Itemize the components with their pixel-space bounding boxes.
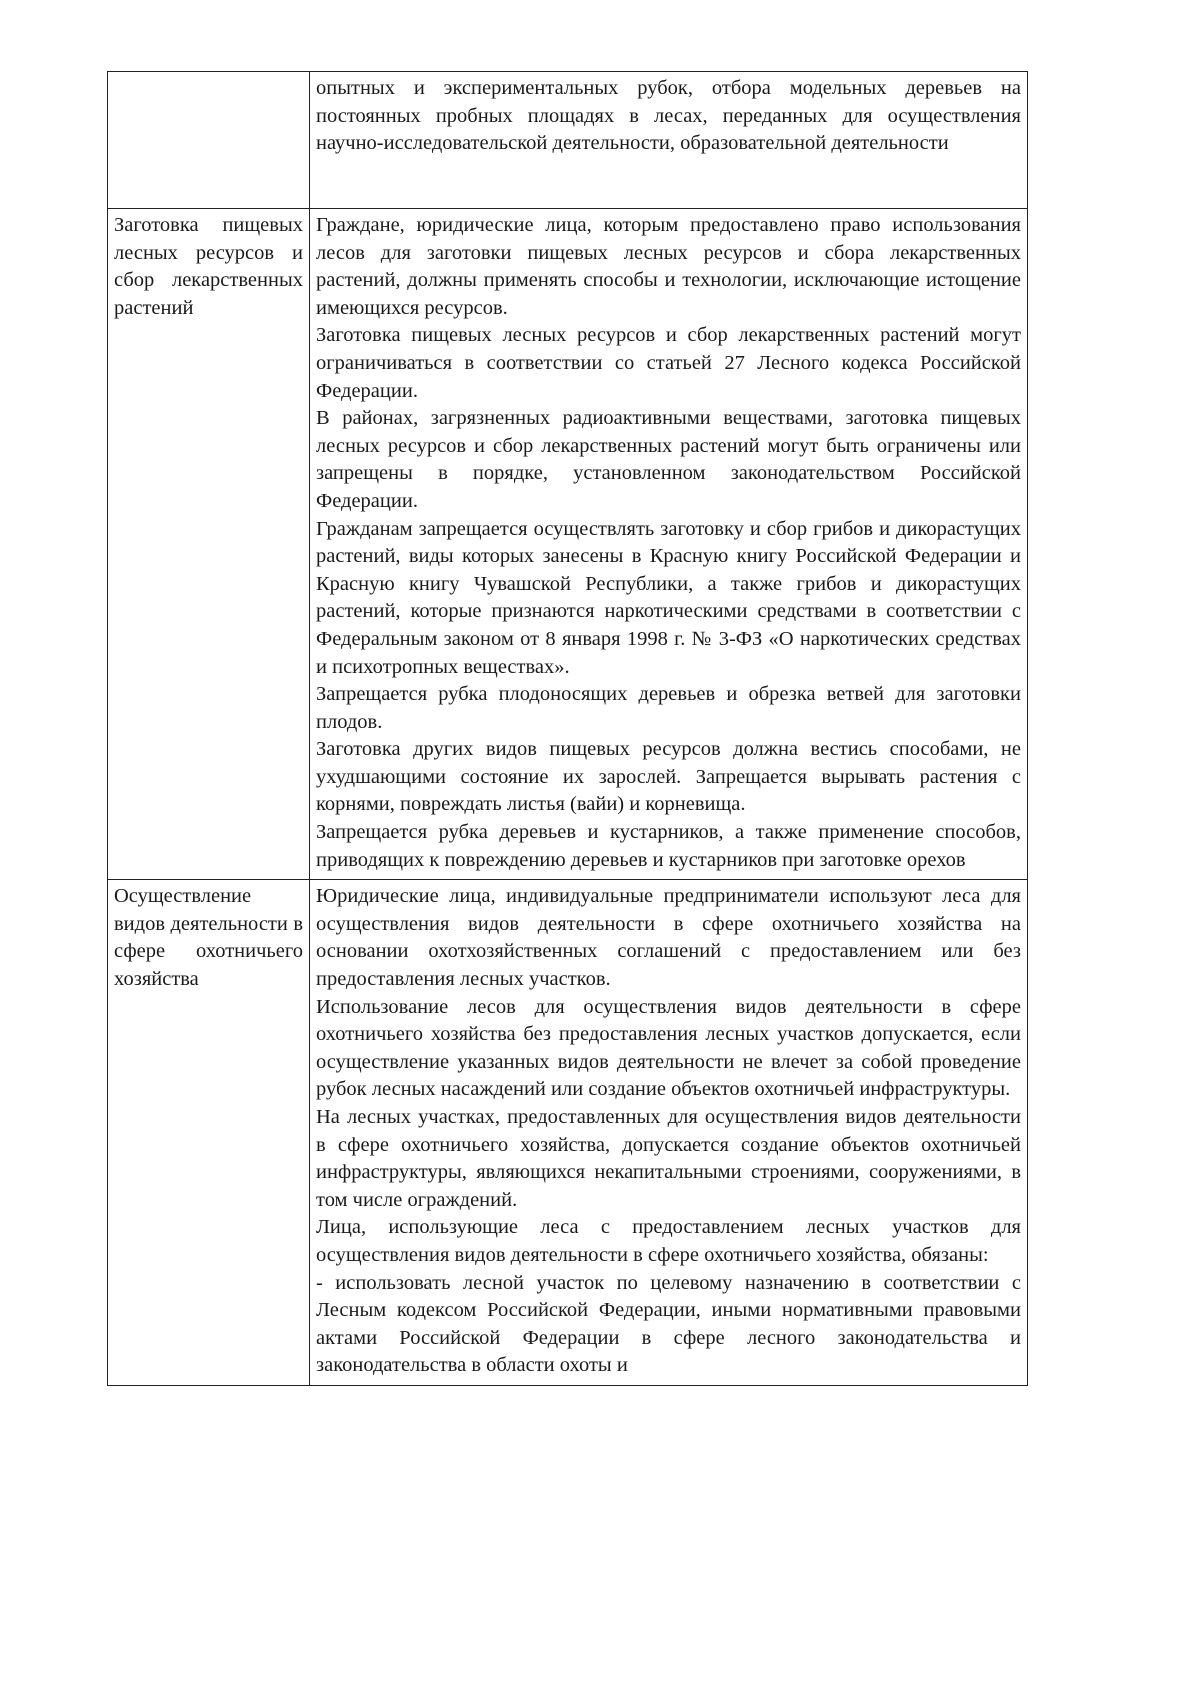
requirement-paragraph: Гражданам запрещается осуществлять заготовку и сбор грибов и дикорастущих растений, виды которых занесены в Красную книгу Российской Федерации и Красную книгу Чувашской Республики, а также грибов и дикорастущих растений, которые признаются наркотическими средствами в соответствии с Федеральным законом от 8 января 1998 г. № 3-ФЗ «О наркотических средствах и психотропных веществах». <box>316 517 1021 678</box>
forest-use-table <box>107 71 1028 1386</box>
requirement-paragraph: На лесных участках, предоставленных для осуществления видов деятельности в сфере охотничьего хозяйства, допускается создание объектов охотничьей инфраструктуры, являющихся некапитальными строениями, сооружениями, в том числе ограждений. <box>316 1106 1021 1211</box>
table-row <box>108 209 1028 880</box>
requirements-cell <box>310 880 1028 1386</box>
requirement-paragraph: - использовать лесной участок по целевому назначению в соответствии с Лесным кодексом Российской Федерации, иными нормативными правовыми актами Российской Федерации в сфере лесного законодательства и законодательства в области охоты и <box>316 1271 1021 1377</box>
requirement-paragraph: Заготовка пищевых лесных ресурсов и сбор лекарственных растений могут ограничиваться в соответствии со статьей 27 Лесного кодекса Российской Федерации. <box>316 324 1021 402</box>
activity-type-label: Заготовка пищевых лесных ресурсов и сбор лекарственных растений <box>114 214 303 319</box>
activity-type-cell <box>108 880 310 1386</box>
requirement-paragraph: опытных и экспериментальных рубок, отбора модельных деревьев на постоянных пробных площадях в лесах, переданных для осуществления научно-исследовательской деятельности, образовательной деятельности <box>316 77 1021 155</box>
requirement-paragraph: Заготовка других видов пищевых ресурсов должна вестись способами, не ухудшающими состояние их зарослей. Запрещается вырывать растения с корнями, повреждать листья (вайи) и корневища. <box>316 738 1021 816</box>
requirement-paragraph: Лица, использующие леса с предоставлением лесных участков для осуществления видов деятельности в сфере охотничьего хозяйства, обязаны: <box>316 1216 1021 1266</box>
table-row <box>108 72 1028 209</box>
requirement-paragraph: Граждане, юридические лица, которым предоставлено право использования лесов для заготовки пищевых лесных ресурсов и сбора лекарственных растений, должны применять способы и технологии, исключающие истощение имеющихся ресурсов. <box>316 214 1021 319</box>
requirement-paragraph: Запрещается рубка плодоносящих деревьев и обрезка ветвей для заготовки плодов. <box>316 683 1021 733</box>
requirements-cell <box>310 209 1028 880</box>
requirement-paragraph: В районах, загрязненных радиоактивными веществами, заготовка пищевых лесных ресурсов и сбор лекарственных растений могут быть ограничены или запрещены в порядке, установленном законодательством Российской Федерации. <box>316 407 1021 512</box>
activity-type-cell <box>108 209 310 880</box>
requirements-cell <box>310 72 1028 209</box>
requirement-paragraph: Использование лесов для осуществления видов деятельности в сфере охотничьего хозяйства без предоставления лесных участков допускается, если осуществление указанных видов деятельности не влечет за собой проведение рубок лесных насаждений или создание объектов охотничьей инфраструктуры. <box>316 995 1021 1101</box>
activity-type-label: Осуществление видов деятельности в сфере охотничьего хозяйства <box>114 885 303 991</box>
table-row <box>108 880 1028 1386</box>
activity-type-cell <box>108 72 310 209</box>
requirement-paragraph: Запрещается рубка деревьев и кустарников, а также применение способов, приводящих к повреждению деревьев и кустарников при заготовке орехов <box>316 821 1021 871</box>
requirement-paragraph: Юридические лица, индивидуальные предприниматели используют леса для осуществления видов деятельности в сфере охотничьего хозяйства на основании охотхозяйственных соглашений с предоставлением или без предоставления лесных участков. <box>316 885 1021 991</box>
